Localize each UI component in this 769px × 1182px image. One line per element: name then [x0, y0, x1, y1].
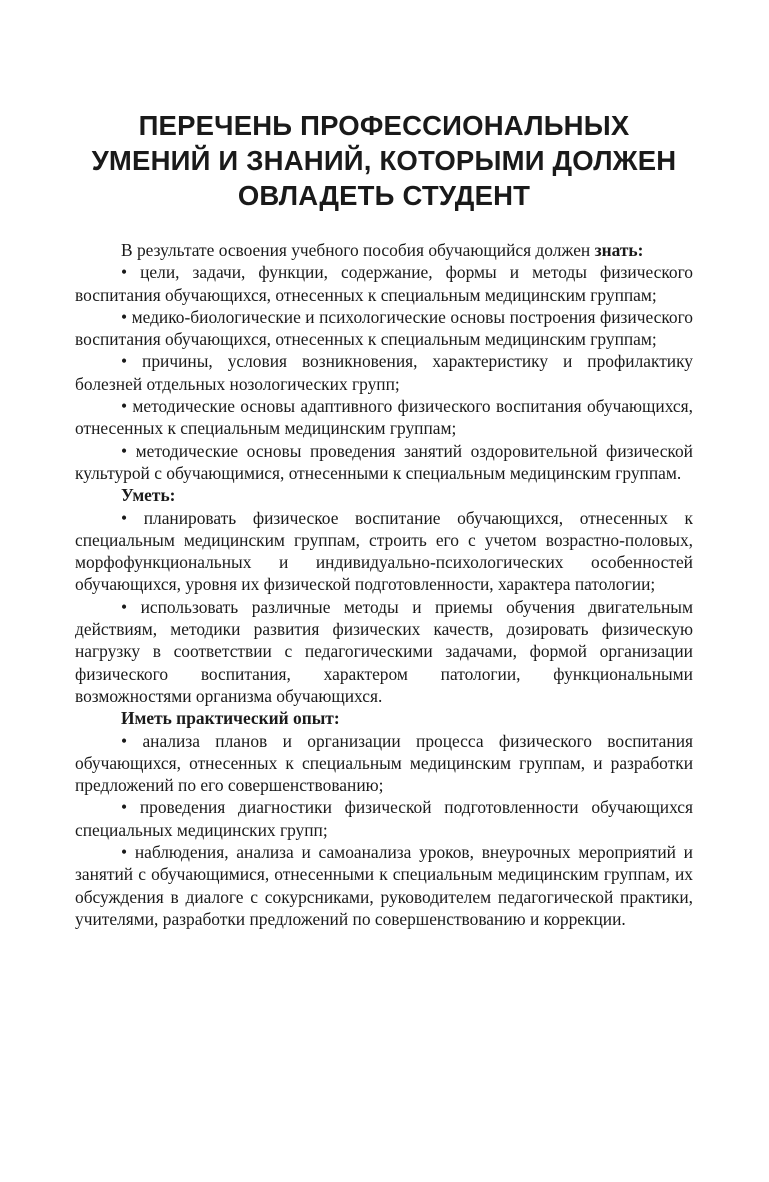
page-title — [75, 108, 693, 213]
experience-item: • наблюдения, анализа и самоанализа уроков, внеурочных мероприятий и занятий с обучающимися, отнесенными к специальным медицинским группам, их обсуждения в диалоге с сокурсниками, руководителем педагогической практики, учителями, разработки предложений по совершенствованию и коррекции. — [75, 842, 693, 929]
skills-item: • использовать различные методы и приемы обучения двигательным действиям, методики развития физических качеств, дозировать физическую нагрузку в соответствии с педагогическими задачами, формой организации физического воспитания, характером патологии, функциональными возможностями организма обучающихся. — [75, 596, 693, 706]
know-item: • методические основы проведения занятий оздоровительной физической культурой с обучающимися, отнесенными к специальным медицинским группам. — [75, 440, 693, 483]
know-item: • причины, условия возникновения, характеристику и профилактику болезней отдельных нозологических групп; — [75, 351, 693, 394]
know-item: • медико-биологические и психологические основы построения физического воспитания обучающихся, отнесенных к специальным медицинским группам; — [75, 306, 693, 350]
skills-heading: Уметь: — [121, 485, 176, 506]
know-item: • методические основы адаптивного физического воспитания обучающихся, отнесенных к специальным медицинским группам; — [75, 396, 693, 439]
intro-paragraph — [75, 239, 693, 261]
experience-item: • анализа планов и организации процесса физического воспитания обучающихся, отнесенных к специальным медицинским группам, и разработки предложений по его совершенствованию; — [75, 730, 693, 796]
title-line-1: ПЕРЕЧЕНЬ ПРОФЕССИОНАЛЬНЫХ — [138, 110, 630, 141]
title-line-3: ОВЛАДЕТЬ СТУДЕНТ — [237, 180, 531, 211]
experience-item: • проведения диагностики физической подготовленности обучающихся специальных медицинских групп; — [75, 797, 693, 840]
skills-item: • планировать физическое воспитание обучающихся, отнесенных к специальным медицинским группам, строить его с учетом возрастно-половых, морфофункциональных и индивидуально-психологических особенностей обучающихся, уровня их физической подготовленности, характера патологии; — [75, 507, 693, 595]
document-body — [75, 239, 693, 930]
experience-heading: Иметь практический опыт: — [121, 708, 340, 729]
title-line-2: УМЕНИЙ И ЗНАНИЙ, КОТОРЫМИ ДОЛЖЕН — [91, 145, 677, 176]
document-page — [75, 108, 693, 930]
intro-text: В результате освоения учебного пособия обучающийся должен — [121, 240, 595, 260]
know-item: • цели, задачи, функции, содержание, формы и методы физического воспитания обучающихся, отнесенных к специальным медицинским группам; — [75, 262, 693, 305]
intro-know-label: знать: — [594, 240, 644, 260]
